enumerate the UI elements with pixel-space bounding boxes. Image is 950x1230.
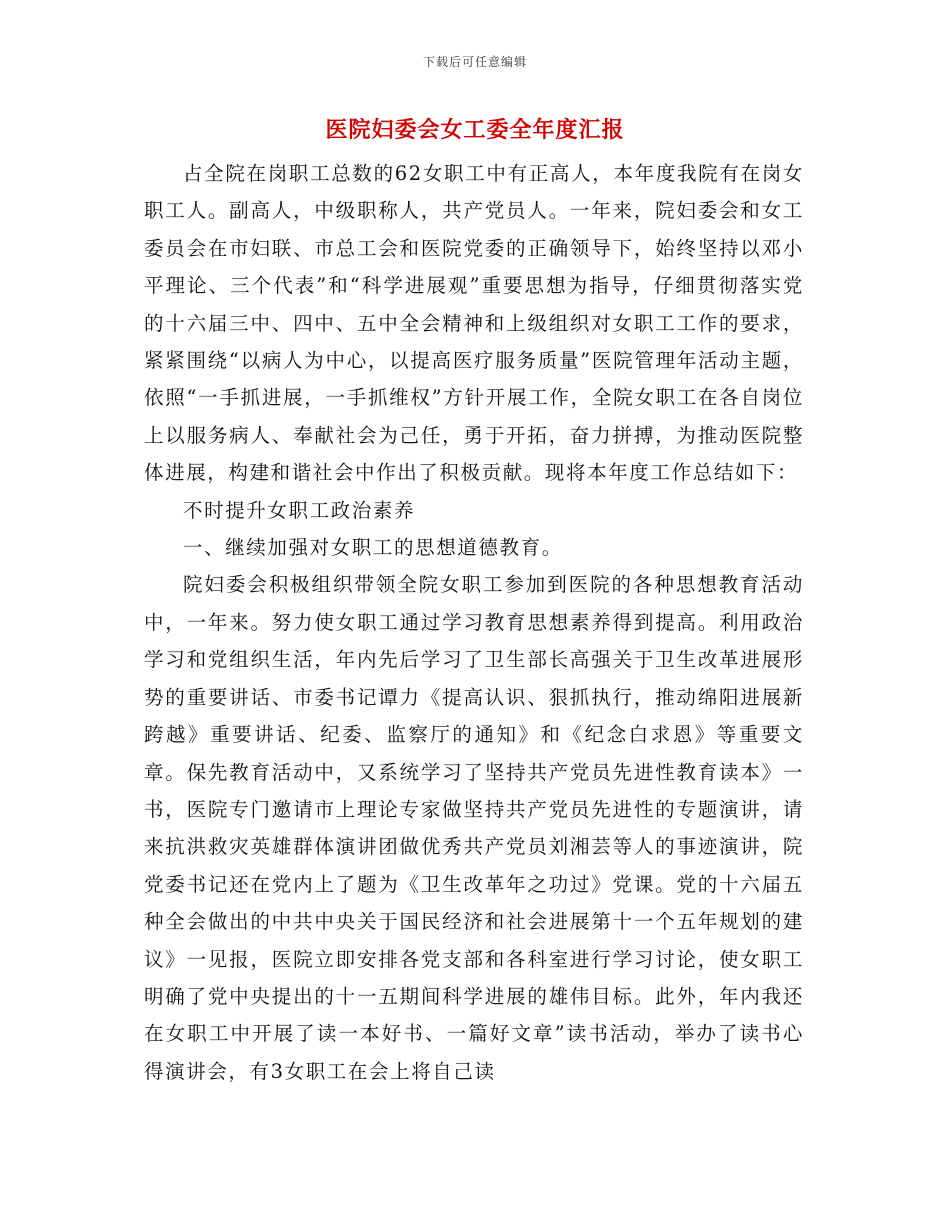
paragraph-education: 院妇委会积极组织带领全院女职工参加到医院的各种思想教育活动中，一年来。努力使女职工通过学习教育思想素养得到提高。利用政治学习和党组织生活，年内先后学习了卫生部长高强关于卫生改革进展形势的重要讲话、市委书记谭力《提高认识、狠抓执行，推动绵阳进展新跨越》重要讲话、纪委、监察厅的通知》和《纪念白求恩》等重要文章。保先教育活动中，又系统学习了坚持共产党员先进性教育读本》一书，医院专门邀请市上理论专家做坚持共产党员先进性的专题演讲，请来抗洪救灾英雄群体演讲团做优秀共产党员刘湘芸等人的事迹演讲，院党委书记还在党内上了题为《卫生改革年之功过》党课。党的十六届五种全会做出的中共中央关于国民经济和社会进展第十一个五年规划的建议》一见报，医院立即安排各党支部和各科室进行学习讨论，使女职工明确了党中央提出的十一五期间科学进展的雄伟目标。此外，年内我还在女职工中开展了读一本好书、一篇好文章”读书活动，举办了读书心得演讲会，有3女职工在会上将自己读 [144,573,804,1083]
document-body [144,155,804,1090]
paragraph-intro: 占全院在岗职工总数的62女职工中有正高人，本年度我院有在岗女职工人。副高人，中级职称人，共产党员人。一年来，院妇委会和女工委员会在市妇联、市总工会和医院党委的正确领导下，始终坚持以邓小平理论、三个代表”和“科学进展观”重要思想为指导，仔细贯彻落实党的十六届三中、四中、五中全会精神和上级组织对女职工工作的要求，紧紧围绕“以病人为中心，以提高医疗服务质量”医院管理年活动主题，依照“一手抓进展，一手抓维权”方针开展工作，全院女职工在各自岗位上以服务病人、奉献社会为己任，勇于开拓，奋力拼搏，为推动医院整体进展，构建和谐社会中作出了积极贡献。现将本年度工作总结如下： [144,162,804,485]
subsection-heading: 一、继续加强对女职工的思想道德教育。 [183,536,563,560]
header-note: 下载后可任意编辑 [422,55,527,69]
document-title: 医院妇委会女工委全年度汇报 [325,117,625,143]
section-heading: 不时提升女职工政治素养 [183,498,416,522]
